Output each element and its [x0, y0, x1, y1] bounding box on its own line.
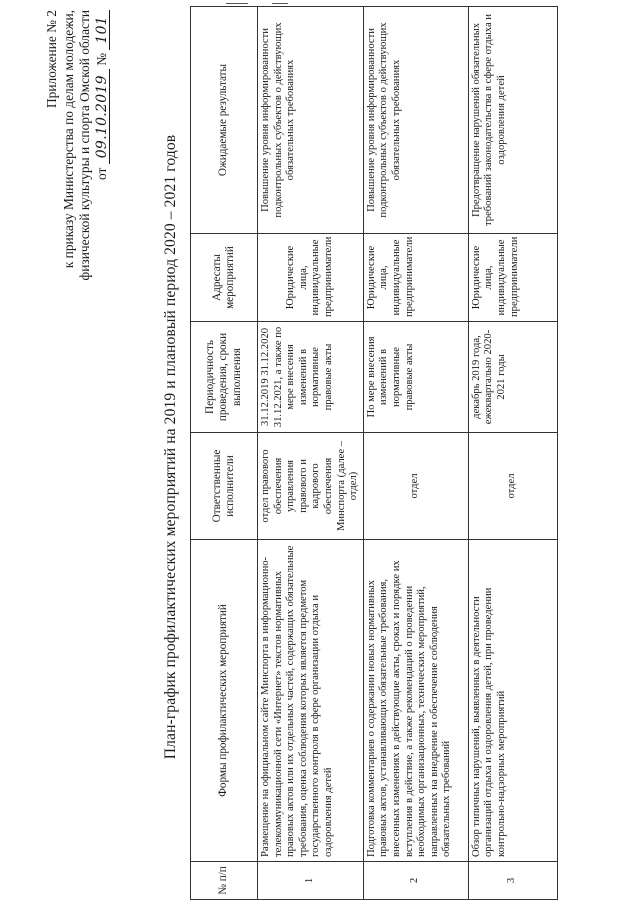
cell-forms: Размещение на официальном сайте Минспорта в информационно-телекоммуникационной сети «Интернет» текстов нормативных правовых актов или их отдельных частей, содержащих обязательные требования, оценка соблюдения которых является предметом государственного контроля в сфере организации отдыха и оздоровления детей	[258, 540, 364, 862]
order-number-handwritten: 101	[93, 16, 110, 44]
appendix-date-line	[94, 10, 111, 285]
header-period: Периодичность проведения, сроки выполнения	[191, 322, 258, 433]
cell-period: 31.12.2019 31.12.2020 31.12.2021, а также по мере внесения изменений в нормативные правовые акты	[258, 322, 364, 433]
cell-period: декабрь 2019 года, ежеквартально 2020-2021 годы	[468, 322, 557, 433]
cell-results: Повышение уровня информированности подконтрольных субъектов о действующих обязательных требованиях	[363, 7, 468, 234]
cell-results: Предотвращение нарушений обязательных требований законодательства в сфере отдыха и оздоровления детей	[468, 7, 557, 234]
cell-num: 2	[363, 862, 468, 900]
header-num: № п/п	[191, 862, 258, 900]
header-forms: Формы профилактических мероприятий	[191, 540, 258, 862]
cell-executors: отдел	[363, 433, 468, 540]
cell-addressees: Юридические лица, индивидуальные предприниматели	[363, 234, 468, 322]
appendix-ministry: физической культуры и спорта Омской области	[77, 10, 92, 281]
appendix-block	[44, 10, 110, 285]
cell-num: 3	[468, 862, 557, 900]
date-from-label: от	[93, 167, 109, 181]
cell-forms: Обзор типичных нарушений, выявленных в деятельности организаций отдыха и оздоровления детей, при проведении контрольно-надзорных мероприятий	[468, 540, 557, 862]
table-row	[468, 7, 557, 900]
appendix-number: Приложение № 2	[44, 10, 59, 109]
plan-table	[190, 6, 558, 900]
cell-forms: Подготовка комментариев о содержании новых нормативных правовых актов, устанавливающих обязательные требования, внесенных изменениях в действующие акты, сроках и порядке их вступления в действие, а также рекомендаций о проведении необходимых организационных, технических мероприятий, направленных на внедрение и обеспечение соблюдения обязательных требований	[363, 540, 468, 862]
table-header-row	[191, 7, 258, 900]
cell-num: 1	[258, 862, 364, 900]
header-results: Ожидаемые результаты	[191, 7, 258, 234]
cell-results: Повышение уровня информированности подконтрольных субъектов о действующих обязательных требованиях	[258, 7, 364, 234]
order-number-field	[95, 10, 110, 50]
order-number-label: №	[93, 52, 109, 66]
order-date-handwritten: 09.10.2019	[93, 75, 110, 159]
cell-executors: отдел	[468, 433, 557, 540]
appendix-order-ref: к приказу Министерства по делам молодежи,	[60, 10, 76, 269]
table-row	[363, 7, 468, 900]
document-title: План-график профилактических мероприятий на 2019 и плановый период 2020 – 2021 годов	[162, 134, 179, 760]
table-row	[258, 7, 364, 900]
cell-addressees: Юридические лица, индивидуальные предприниматели	[468, 234, 557, 322]
cell-executors: отдел правового обеспечения управления правового и кадрового обеспечения Минспорта (далее – отдел)	[258, 433, 364, 540]
cell-addressees: Юридические лица, индивидуальные предприниматели	[258, 234, 364, 322]
order-date-field	[95, 69, 110, 164]
header-executors: Ответственные исполнители	[191, 433, 258, 540]
cell-period: По мере внесения изменений в нормативные правовые акты	[363, 322, 468, 433]
header-addressees: Адресаты мероприятий	[191, 234, 258, 322]
